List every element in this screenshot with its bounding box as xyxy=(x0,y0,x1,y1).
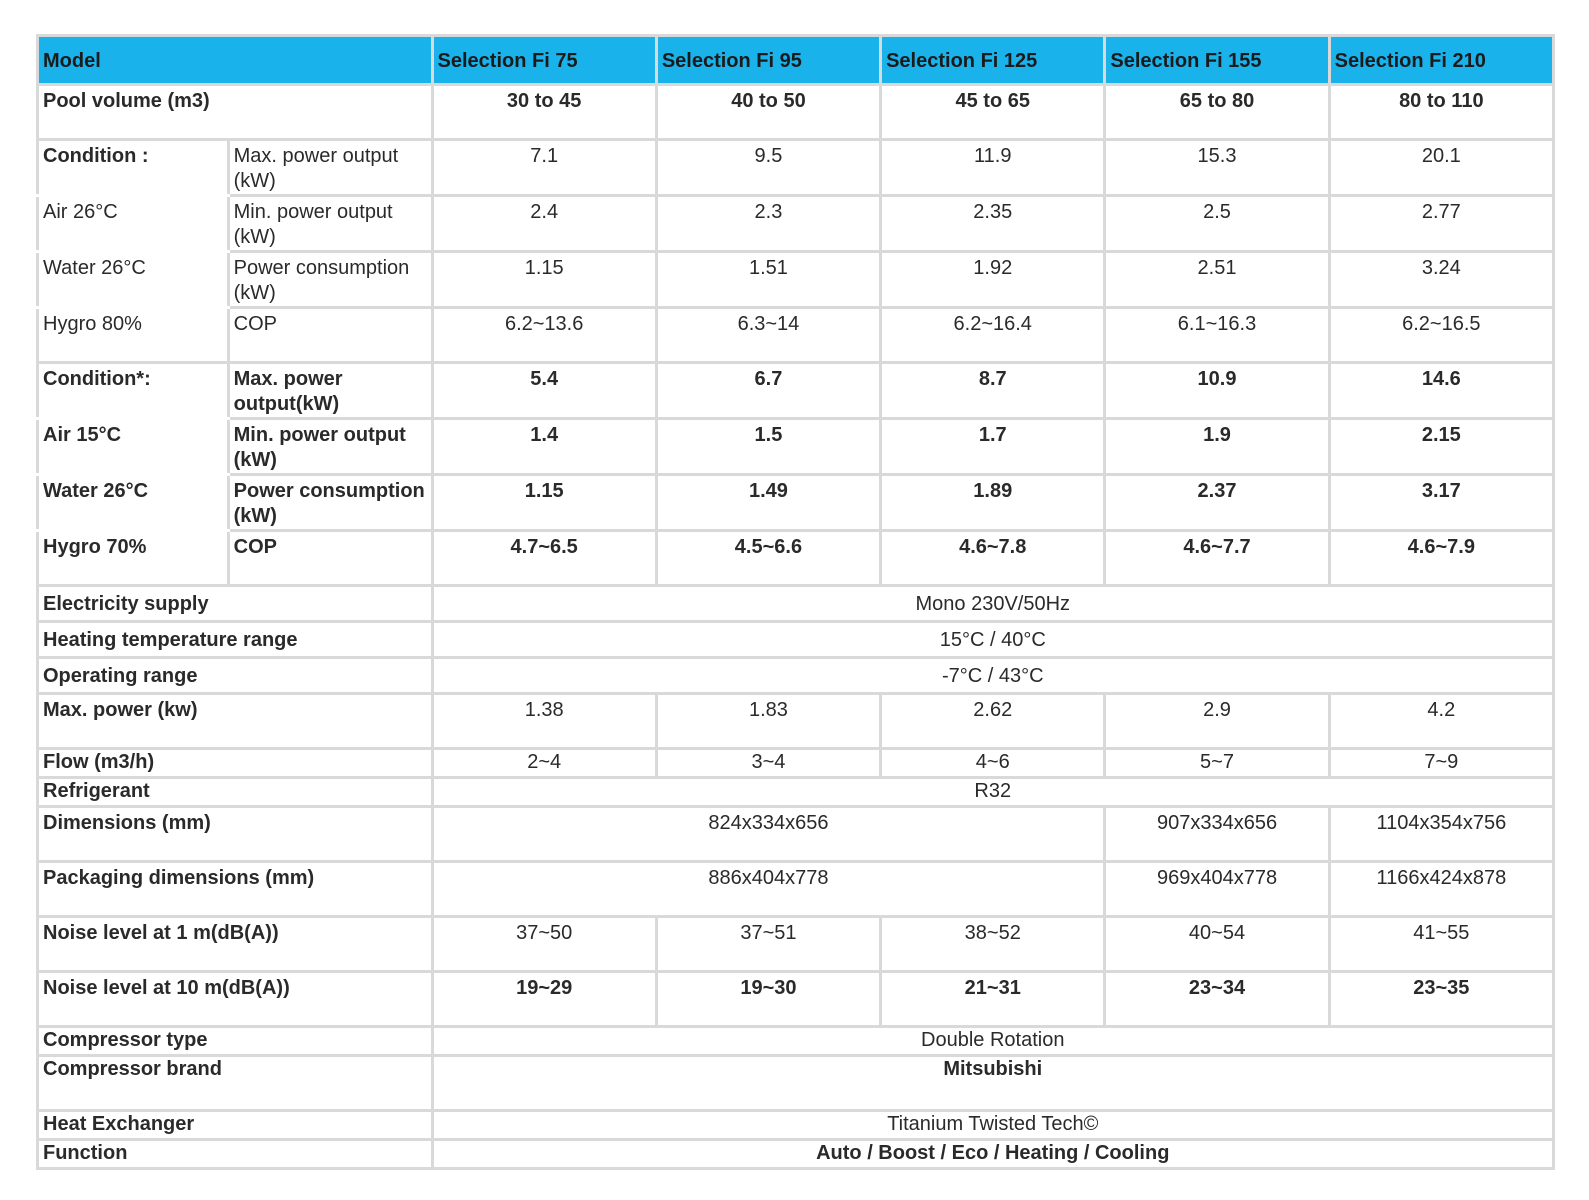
cell-value: 6.3~14 xyxy=(656,308,880,363)
cell-value: Titanium Twisted Tech© xyxy=(432,1111,1553,1140)
cell-value: 1.15 xyxy=(432,475,656,531)
condition-label: Air 26°C xyxy=(38,196,229,252)
row-label: Heat Exchanger xyxy=(38,1111,433,1140)
row-label: Power consumption (kW) xyxy=(228,252,432,308)
specification-table xyxy=(36,34,1555,1170)
cell-value: 2.9 xyxy=(1105,694,1329,749)
row-label: COP xyxy=(228,308,432,363)
table-row xyxy=(38,1111,1554,1140)
row-label: Noise level at 1 m(dB(A)) xyxy=(38,917,433,972)
row-label: Min. power output (kW) xyxy=(228,196,432,252)
cell-value: 7~9 xyxy=(1329,749,1553,778)
cell-value: 4.6~7.7 xyxy=(1105,531,1329,586)
cell-value: 1.38 xyxy=(432,694,656,749)
cell-value: 2.15 xyxy=(1329,419,1553,475)
table-row xyxy=(38,363,1554,419)
cell-value: Auto / Boost / Eco / Heating / Cooling xyxy=(432,1140,1553,1169)
condition-label: Air 15°C xyxy=(38,419,229,475)
cell-value: 7.1 xyxy=(432,140,656,196)
model-name: Selection Fi 125 xyxy=(881,36,1105,85)
cell-value: 4.6~7.9 xyxy=(1329,531,1553,586)
table-row xyxy=(38,140,1554,196)
table-row xyxy=(38,586,1554,622)
table-row xyxy=(38,622,1554,658)
cell-value: 1.92 xyxy=(881,252,1105,308)
cell-value: 1.51 xyxy=(656,252,880,308)
table-row xyxy=(38,749,1554,778)
cell-value: 41~55 xyxy=(1329,917,1553,972)
cell-value: R32 xyxy=(432,778,1553,807)
cell-value: 8.7 xyxy=(881,363,1105,419)
cell-value: 1.5 xyxy=(656,419,880,475)
model-header-label: Model xyxy=(38,36,433,85)
row-label: Refrigerant xyxy=(38,778,433,807)
cell-value: 5.4 xyxy=(432,363,656,419)
cell-value: 6.7 xyxy=(656,363,880,419)
cell-value: 6.1~16.3 xyxy=(1105,308,1329,363)
cell-value: 2.35 xyxy=(881,196,1105,252)
cell-value: 1104x354x756 xyxy=(1329,807,1553,862)
cell-value: 9.5 xyxy=(656,140,880,196)
table-row xyxy=(38,917,1554,972)
cell-value: 6.2~16.5 xyxy=(1329,308,1553,363)
row-label: Function xyxy=(38,1140,433,1169)
row-label: Operating range xyxy=(38,658,433,694)
table-row xyxy=(38,778,1554,807)
cell-value: 11.9 xyxy=(881,140,1105,196)
cell-value: 14.6 xyxy=(1329,363,1553,419)
table-row xyxy=(38,1056,1554,1111)
row-label: Max. power (kw) xyxy=(38,694,433,749)
cell-value: 19~30 xyxy=(656,972,880,1027)
table-row xyxy=(38,807,1554,862)
row-label: Heating temperature range xyxy=(38,622,433,658)
cell-value: 4~6 xyxy=(881,749,1105,778)
condition-label: Hygro 70% xyxy=(38,531,229,586)
row-label: Flow (m3/h) xyxy=(38,749,433,778)
row-label: Power consumption (kW) xyxy=(228,475,432,531)
row-label: Compressor brand xyxy=(38,1056,433,1111)
model-name: Selection Fi 210 xyxy=(1329,36,1553,85)
table-row xyxy=(38,196,1554,252)
cell-value: 1.15 xyxy=(432,252,656,308)
cell-value: 1.83 xyxy=(656,694,880,749)
cell-value: Mono 230V/50Hz xyxy=(432,586,1553,622)
table-row xyxy=(38,1027,1554,1056)
cell-value: 6.2~13.6 xyxy=(432,308,656,363)
cell-value: 38~52 xyxy=(881,917,1105,972)
cell-value: 1166x424x878 xyxy=(1329,862,1553,917)
cell-value: 2.77 xyxy=(1329,196,1553,252)
cell-value: 30 to 45 xyxy=(432,85,656,140)
cell-value: 23~35 xyxy=(1329,972,1553,1027)
cell-value: 15°C / 40°C xyxy=(432,622,1553,658)
row-label: COP xyxy=(228,531,432,586)
model-name: Selection Fi 155 xyxy=(1105,36,1329,85)
cell-value: 2.62 xyxy=(881,694,1105,749)
condition-label: Hygro 80% xyxy=(38,308,229,363)
cell-value: 2~4 xyxy=(432,749,656,778)
cell-value: 2.37 xyxy=(1105,475,1329,531)
model-name: Selection Fi 95 xyxy=(656,36,880,85)
row-label: Noise level at 10 m(dB(A)) xyxy=(38,972,433,1027)
header-row xyxy=(38,36,1554,85)
cell-value: 886x404x778 xyxy=(432,862,1105,917)
cell-value: 2.3 xyxy=(656,196,880,252)
cell-value: -7°C / 43°C xyxy=(432,658,1553,694)
row-label: Max. power output (kW) xyxy=(228,140,432,196)
row-label: Compressor type xyxy=(38,1027,433,1056)
model-name: Selection Fi 75 xyxy=(432,36,656,85)
table-row xyxy=(38,694,1554,749)
table-row xyxy=(38,862,1554,917)
cell-value: 80 to 110 xyxy=(1329,85,1553,140)
cell-value: 37~50 xyxy=(432,917,656,972)
cell-value: 4.7~6.5 xyxy=(432,531,656,586)
cell-value: 4.6~7.8 xyxy=(881,531,1105,586)
condition-label: Water 26°C xyxy=(38,252,229,308)
table-row xyxy=(38,658,1554,694)
cell-value: 5~7 xyxy=(1105,749,1329,778)
cell-value: 19~29 xyxy=(432,972,656,1027)
cell-value: 1.89 xyxy=(881,475,1105,531)
cell-value: 1.9 xyxy=(1105,419,1329,475)
cell-value: 20.1 xyxy=(1329,140,1553,196)
table-row xyxy=(38,419,1554,475)
table-row xyxy=(38,972,1554,1027)
condition-label: Water 26°C xyxy=(38,475,229,531)
table-row xyxy=(38,475,1554,531)
cell-value: 6.2~16.4 xyxy=(881,308,1105,363)
cell-value: 40~54 xyxy=(1105,917,1329,972)
cell-value: 65 to 80 xyxy=(1105,85,1329,140)
cell-value: 37~51 xyxy=(656,917,880,972)
cell-value: 2.51 xyxy=(1105,252,1329,308)
cell-value: 4.2 xyxy=(1329,694,1553,749)
cell-value: 3~4 xyxy=(656,749,880,778)
cell-value: 3.17 xyxy=(1329,475,1553,531)
pool-volume-row xyxy=(38,85,1554,140)
cell-value: 21~31 xyxy=(881,972,1105,1027)
cell-value: 23~34 xyxy=(1105,972,1329,1027)
condition-label: Condition*: xyxy=(38,363,229,419)
condition-label: Condition : xyxy=(38,140,229,196)
cell-value: 3.24 xyxy=(1329,252,1553,308)
cell-value: 10.9 xyxy=(1105,363,1329,419)
cell-value: 824x334x656 xyxy=(432,807,1105,862)
row-label: Electricity supply xyxy=(38,586,433,622)
cell-value: 1.7 xyxy=(881,419,1105,475)
table-row xyxy=(38,1140,1554,1169)
row-label: Dimensions (mm) xyxy=(38,807,433,862)
cell-value: 4.5~6.6 xyxy=(656,531,880,586)
cell-value: 2.5 xyxy=(1105,196,1329,252)
cell-value: 969x404x778 xyxy=(1105,862,1329,917)
table-row xyxy=(38,531,1554,586)
row-label: Min. power output (kW) xyxy=(228,419,432,475)
cell-value: 45 to 65 xyxy=(881,85,1105,140)
cell-value: 15.3 xyxy=(1105,140,1329,196)
cell-value: 1.4 xyxy=(432,419,656,475)
cell-value: 907x334x656 xyxy=(1105,807,1329,862)
cell-value: 1.49 xyxy=(656,475,880,531)
cell-value: Mitsubishi xyxy=(432,1056,1553,1111)
cell-value: 40 to 50 xyxy=(656,85,880,140)
row-label: Pool volume (m3) xyxy=(38,85,433,140)
cell-value: Double Rotation xyxy=(432,1027,1553,1056)
table-row xyxy=(38,252,1554,308)
table-row xyxy=(38,308,1554,363)
row-label: Packaging dimensions (mm) xyxy=(38,862,433,917)
cell-value: 2.4 xyxy=(432,196,656,252)
row-label: Max. power output(kW) xyxy=(228,363,432,419)
